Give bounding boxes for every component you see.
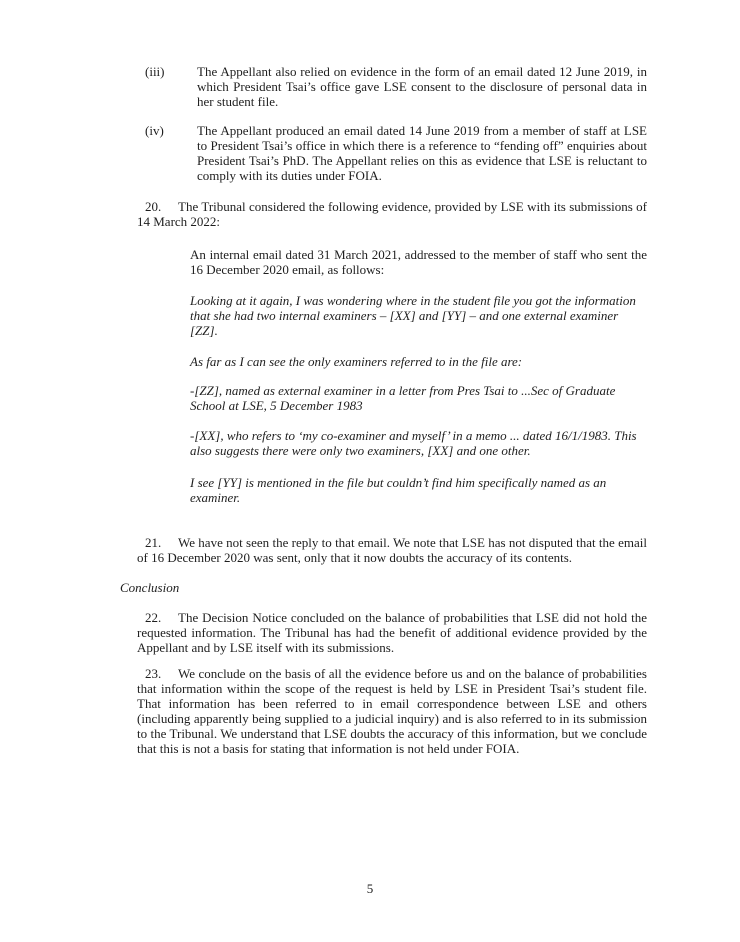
list-item-iii [145, 64, 740, 109]
list-marker-iii: (iii) [145, 64, 165, 79]
list-item-iv [145, 123, 740, 183]
paragraph-23 [137, 666, 647, 756]
quote-paragraph-4: -[XX], who refers to ‘my co-examiner and myself’ in a memo ... dated 16/1/1983. This also suggests there were only two examiners, [XX] and one other. [190, 428, 640, 458]
list-marker-iv: (iv) [145, 123, 164, 138]
paragraph-22-number: 22. [145, 610, 162, 625]
list-item-iv-text: The Appellant produced an email dated 14 June 2019 from a member of staff at LSE to President Tsai’s office in which there is a reference to “fending off” enquiries about President Tsai’s PhD. The Appellant relies on this as evidence that LSE is reluctant to comply with its duties under FOIA. [197, 123, 647, 183]
paragraph-23-number: 23. [145, 666, 162, 681]
paragraph-22-text: The Decision Notice concluded on the balance of probabilities that LSE did not hold the requested information. The Tribunal has had the benefit of additional evidence provided by the Appellant and by LSE itself with its submissions. [137, 610, 647, 655]
paragraph-20-text: The Tribunal considered the following evidence, provided by LSE with its submissions of 14 March 2022: [137, 199, 647, 229]
paragraph-22 [137, 610, 647, 655]
page-content [0, 64, 740, 756]
quote-paragraph-5: I see [YY] is mentioned in the file but couldn’t find him specifically named as an examiner. [190, 475, 610, 505]
quote-paragraph-3: -[ZZ], named as external examiner in a letter from Pres Tsai to ...Sec of Graduate School at LSE, 5 December 1983 [190, 383, 619, 413]
conclusion-heading: Conclusion [120, 580, 180, 595]
paragraph-21-text: We have not seen the reply to that email. We note that LSE has not disputed that the email of 16 December 2020 was sent, only that it now doubts the accuracy of its contents. [137, 535, 647, 565]
paragraph-21-number: 21. [145, 535, 162, 550]
paragraph-20 [137, 199, 647, 229]
paragraph-20-number: 20. [145, 199, 162, 214]
paragraph-23-text: We conclude on the basis of all the evidence before us and on the balance of probabilities that information within the scope of the request is held by LSE in President Tsai’s student file. That information has been referred to in email correspondence between LSE and others (including apparently being supplied to a judicial inquiry) and is also referred to in its submission to the Tribunal. We understand that LSE doubts the accuracy of this information, but we conclude that this is not a basis for stating that information is not held under FOIA. [137, 666, 647, 756]
list-item-iii-text: The Appellant also relied on evidence in the form of an email dated 12 June 2019, in which President Tsai’s office gave LSE consent to the disclosure of personal data in her student file. [197, 64, 647, 109]
quote-intro: An internal email dated 31 March 2021, addressed to the member of staff who sent the 16 December 2020 email, as follows: [190, 247, 647, 277]
quote-paragraph-1: Looking at it again, I was wondering where in the student file you got the information that she had two internal examiners – [XX] and [YY] – and one external examiner [ZZ]. [190, 293, 640, 338]
page-number: 5 [366, 881, 374, 896]
quote-paragraph-2: As far as I can see the only examiners referred to in the file are: [190, 354, 523, 369]
paragraph-21 [137, 535, 647, 565]
